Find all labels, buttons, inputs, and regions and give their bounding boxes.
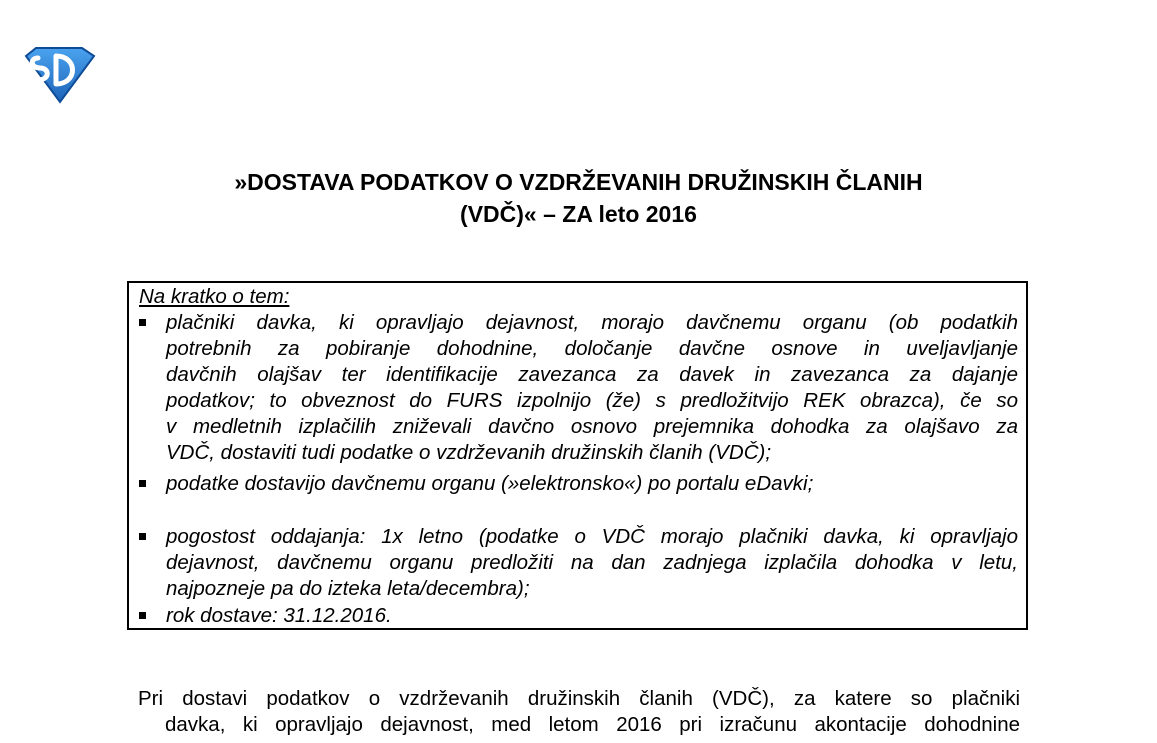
bullet-line: dejavnost, davčnemu organu predložiti na dan zadnjega izplačila dohodka v letu, (166, 551, 1018, 574)
summary-bullet (166, 524, 1018, 602)
summary-bullet (166, 310, 1018, 466)
bullet-square-icon (139, 480, 146, 487)
document-title-line-1: »DOSTAVA PODATKOV O VZDRŽEVANIH DRUŽINSKIH ČLANIH (234, 169, 923, 195)
paragraph-line: Pri dostavi podatkov o vzdrževanih družinskih članih (VDČ), za katere so plačniki (138, 687, 1020, 710)
bullet-line: plačniki davka, ki opravljajo dejavnost, morajo davčnemu organu (ob podatkih (166, 311, 1018, 334)
bullet-line: pogostost oddajanja: 1x letno (podatke o VDČ morajo plačniki davka, ki opravljajo (166, 525, 1018, 548)
bullet-line: potrebnih za pobiranje dohodnine, določanje davčne osnove in uveljavljanje (166, 337, 1018, 360)
summary-bullet (166, 471, 1018, 497)
summary-box (127, 281, 1028, 630)
bullet-line: VDČ, dostaviti tudi podatke o vzdrževanih družinskih članih (VDČ); (166, 441, 772, 464)
summary-bullet (166, 603, 1018, 629)
bullet-square-icon (139, 533, 146, 540)
bullet-line: podatke dostavijo davčnemu organu (»elektronsko«) po portalu eDavki; (166, 472, 814, 495)
bullet-line: v medletnih izplačilih zniževali davčno osnovo prejemnika dohodka za olajšavo za (166, 415, 1018, 438)
document-title-line-2: (VDČ)« – ZA leto 2016 (460, 201, 697, 227)
bullet-square-icon (139, 612, 146, 619)
body-paragraph (138, 686, 1020, 738)
bullet-line: davčnih olajšav ter identifikacije zavezanca za davek in zavezanca za dajanje (166, 363, 1018, 386)
bullet-line: rok dostave: 31.12.2016. (166, 604, 392, 627)
summary-heading: Na kratko o tem: (139, 285, 290, 308)
bullet-line: najpozneje pa do izteka leta/decembra); (166, 577, 530, 600)
bullet-line: podatkov; to obveznost do FURS izpolnijo (že) s predložitvijo REK obrazca), če so (166, 389, 1018, 412)
paragraph-line: davka, ki opravljajo dejavnost, med letom 2016 pri izračunu akontacije dohodnine (165, 713, 1020, 736)
bullet-square-icon (139, 319, 146, 326)
sd-shield-logo-icon (22, 46, 96, 104)
